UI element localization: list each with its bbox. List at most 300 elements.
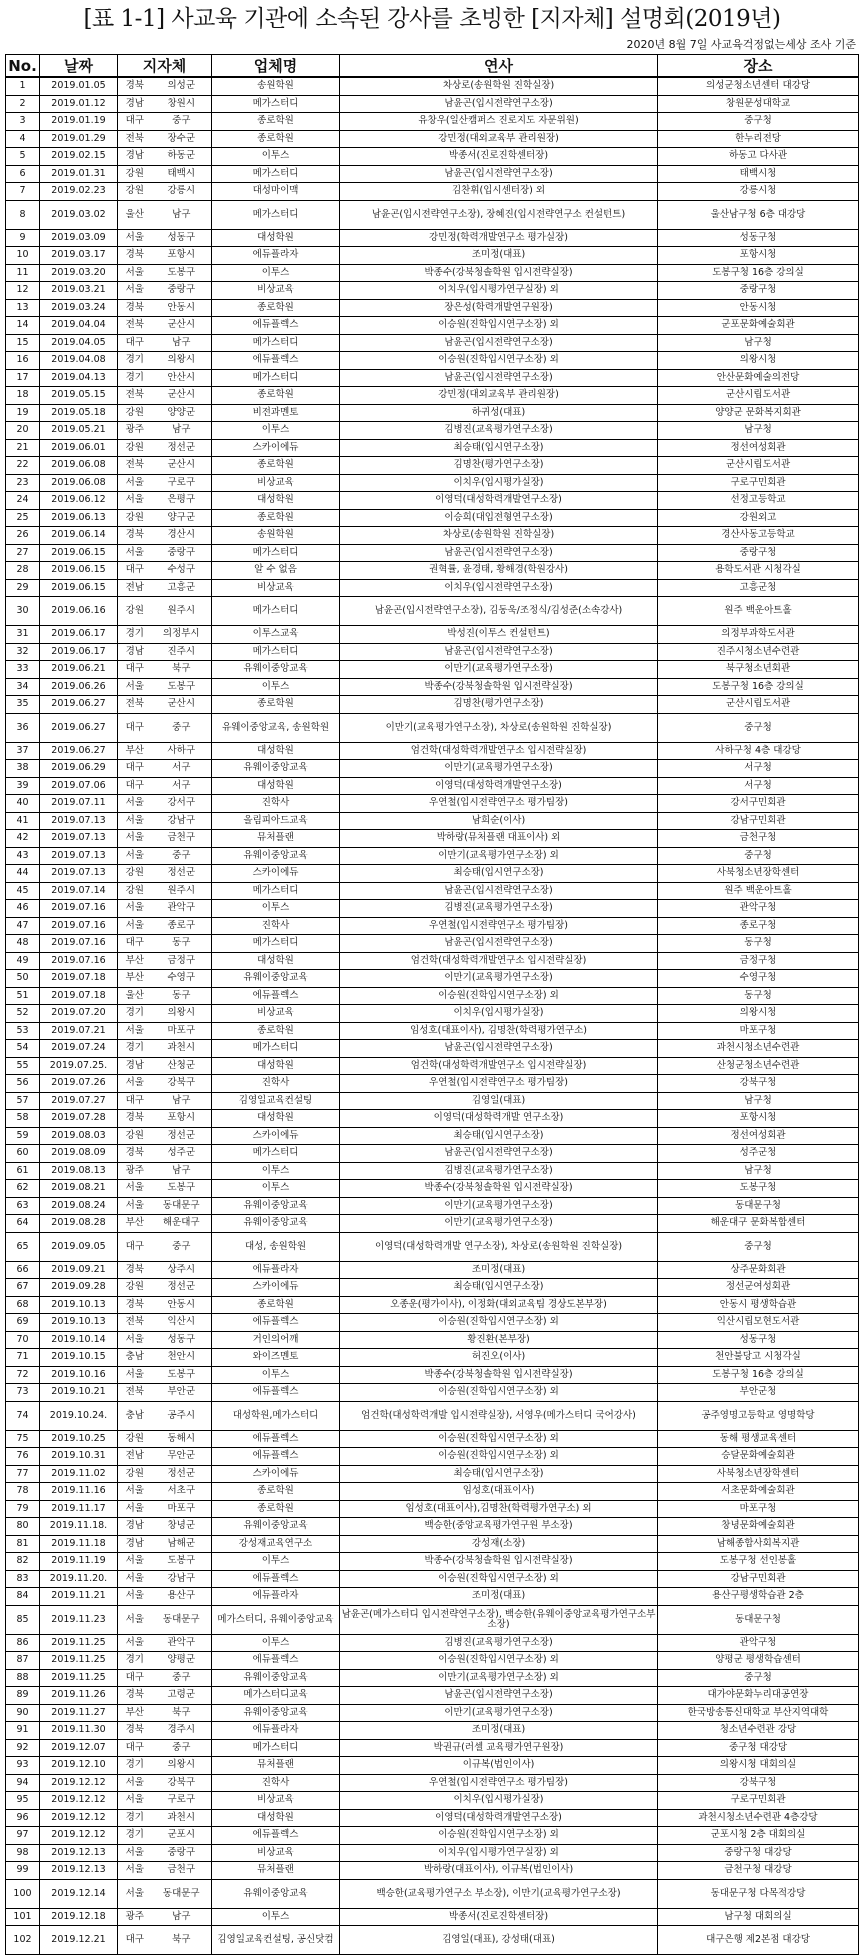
cell-speaker: 허진오(이사) — [340, 1349, 658, 1367]
cell-date: 2019.06.17 — [40, 643, 118, 661]
table-row — [6, 264, 859, 282]
cell-region: 부산 — [118, 1704, 152, 1722]
cell-speaker: 남윤곤(입시전략연구소장) — [340, 95, 658, 113]
table-row — [6, 830, 859, 848]
cell-no: 39 — [6, 777, 40, 795]
cell-place: 한국방송통신대학교 부산지역대학 — [658, 1704, 859, 1722]
table-row — [6, 777, 859, 795]
cell-region: 경남 — [118, 95, 152, 113]
cell-no: 6 — [6, 165, 40, 183]
table-row — [6, 1331, 859, 1349]
cell-place: 안산문화예술의전당 — [658, 369, 859, 387]
cell-place: 동대문구청 — [658, 1197, 859, 1215]
cell-company: 진학사 — [212, 1774, 340, 1792]
cell-region: 서울 — [118, 917, 152, 935]
cell-no: 78 — [6, 1483, 40, 1501]
cell-city: 도봉구 — [152, 264, 212, 282]
cell-region: 부산 — [118, 952, 152, 970]
cell-speaker: 남윤곤(입시전략연구소장) — [340, 643, 658, 661]
cell-speaker: 김병진(교육평가연구소장) — [340, 900, 658, 918]
cell-company: 종로학원 — [212, 1022, 340, 1040]
cell-no: 29 — [6, 579, 40, 597]
cell-place: 성주군청 — [658, 1145, 859, 1163]
cell-date: 2019.10.15 — [40, 1349, 118, 1367]
cell-company: 메가스터디 — [212, 334, 340, 352]
cell-company: 에듀플렉스 — [212, 1827, 340, 1845]
cell-place: 중랑구청 대강당 — [658, 1844, 859, 1862]
cell-date: 2019.01.12 — [40, 95, 118, 113]
cell-no: 49 — [6, 952, 40, 970]
cell-city: 마포구 — [152, 1022, 212, 1040]
cell-place: 경산사동고등학교 — [658, 527, 859, 545]
cell-no: 48 — [6, 935, 40, 953]
cell-no: 70 — [6, 1331, 40, 1349]
cell-no: 94 — [6, 1774, 40, 1792]
cell-no: 12 — [6, 282, 40, 300]
cell-no: 55 — [6, 1057, 40, 1075]
table-title: [표 1-1] 사교육 기관에 소속된 강사를 초빙한 [지자체] 설명회(2019년) — [83, 6, 781, 32]
cell-region: 서울 — [118, 264, 152, 282]
cell-speaker: 차상로(송원학원 진학실장) — [340, 527, 658, 545]
cell-place: 도봉구청 — [658, 1180, 859, 1198]
cell-region: 강원 — [118, 1465, 152, 1483]
cell-speaker: 이치우(입시평가실장) — [340, 474, 658, 492]
cell-place: 금천구청 대강당 — [658, 1862, 859, 1880]
cell-no: 98 — [6, 1844, 40, 1862]
cell-company: 대성마이맥 — [212, 183, 340, 201]
cell-city: 상주시 — [152, 1261, 212, 1279]
cell-region: 경기 — [118, 1757, 152, 1775]
cell-date: 2019.12.10 — [40, 1757, 118, 1775]
cell-speaker: 오종운(평가이사), 이정화(대외교육팀 경상도본부장) — [340, 1296, 658, 1314]
cell-region: 대구 — [118, 777, 152, 795]
table-row — [6, 1040, 859, 1058]
table-row — [6, 1279, 859, 1297]
cell-no: 26 — [6, 527, 40, 545]
table-row — [6, 1261, 859, 1279]
cell-speaker: 황진환(본부장) — [340, 1331, 658, 1349]
header-speaker: 연사 — [340, 55, 658, 78]
header-place: 장소 — [658, 55, 859, 78]
cell-city: 금천구 — [152, 1862, 212, 1880]
cell-company: 종로학원 — [212, 457, 340, 475]
cell-place: 안동시청 — [658, 299, 859, 317]
cell-company: 메가스터디 — [212, 544, 340, 562]
cell-speaker: 이만기(교육평가연구소장) — [340, 970, 658, 988]
cell-company: 스카이에듀 — [212, 1127, 340, 1145]
cell-region: 경남 — [118, 1057, 152, 1075]
cell-speaker: 박하랑(대표이사), 이규복(법인이사) — [340, 1862, 658, 1880]
cell-date: 2019.09.28 — [40, 1279, 118, 1297]
cell-date: 2019.05.15 — [40, 387, 118, 405]
cell-speaker: 김찬휘(입시센터장) 외 — [340, 183, 658, 201]
cell-region: 서울 — [118, 812, 152, 830]
cell-date: 2019.07.16 — [40, 917, 118, 935]
cell-city: 도봉구 — [152, 1366, 212, 1384]
cell-region: 서울 — [118, 282, 152, 300]
cell-place: 용학도서관 시청각실 — [658, 562, 859, 580]
cell-no: 54 — [6, 1040, 40, 1058]
cell-city: 정선군 — [152, 1465, 212, 1483]
cell-speaker: 이치우(입시전략연구소장) — [340, 579, 658, 597]
cell-no: 66 — [6, 1261, 40, 1279]
header-company: 업체명 — [212, 55, 340, 78]
cell-date: 2019.10.21 — [40, 1384, 118, 1402]
cell-region: 서울 — [118, 1180, 152, 1198]
cell-region: 전북 — [118, 1314, 152, 1332]
cell-region: 강원 — [118, 1127, 152, 1145]
cell-place: 용산구평생학습관 2층 — [658, 1588, 859, 1606]
cell-speaker: 박종수(강북청솔학원 입시전략실장) — [340, 1180, 658, 1198]
cell-company: 유웨이중앙교육 — [212, 1669, 340, 1687]
cell-city: 중구 — [152, 847, 212, 865]
cell-place: 동구청 — [658, 987, 859, 1005]
cell-place: 구로구민회관 — [658, 474, 859, 492]
cell-place: 의왕시청 — [658, 1005, 859, 1023]
cell-date: 2019.11.23 — [40, 1605, 118, 1634]
cell-company: 종로학원 — [212, 113, 340, 131]
cell-speaker: 이승원(진학입시연구소장) 외 — [340, 1314, 658, 1332]
cell-speaker: 남윤곤(입시전략연구소장) — [340, 1687, 658, 1705]
cell-company: 에듀플렉스 — [212, 317, 340, 335]
cell-city: 포항시 — [152, 247, 212, 265]
cell-no: 35 — [6, 696, 40, 714]
header-gov: 지자체 — [118, 55, 212, 78]
cell-company: 메가스터디 — [212, 1145, 340, 1163]
cell-company: 뮤처플랜 — [212, 1862, 340, 1880]
cell-date: 2019.07.06 — [40, 777, 118, 795]
cell-date: 2019.07.16 — [40, 935, 118, 953]
cell-company: 뮤처플랜 — [212, 1757, 340, 1775]
cell-speaker: 남윤곤(입시전략연구소장) — [340, 935, 658, 953]
table-row — [6, 247, 859, 265]
cell-region: 대구 — [118, 1739, 152, 1757]
cell-company: 에듀플렉스 — [212, 1570, 340, 1588]
cell-region: 강원 — [118, 165, 152, 183]
cell-city: 서초구 — [152, 1483, 212, 1501]
cell-place: 포항시청 — [658, 247, 859, 265]
cell-city: 동대문구 — [152, 1197, 212, 1215]
cell-speaker: 박권규(러셀 교육평가연구원장) — [340, 1739, 658, 1757]
cell-speaker: 우연철(입시전략연구소 평가팀장) — [340, 1774, 658, 1792]
cell-no: 68 — [6, 1296, 40, 1314]
cell-region: 경북 — [118, 1261, 152, 1279]
cell-no: 1 — [6, 77, 40, 95]
cell-place: 한누리전당 — [658, 130, 859, 148]
cell-region: 서울 — [118, 1366, 152, 1384]
cell-date: 2019.07.24 — [40, 1040, 118, 1058]
cell-region: 서울 — [118, 1500, 152, 1518]
cell-place: 군산시립도서관 — [658, 457, 859, 475]
table-row — [6, 439, 859, 457]
cell-place: 해운대구 문화복합센터 — [658, 1215, 859, 1233]
cell-speaker: 박종서(진로진학센터장) — [340, 148, 658, 166]
cell-speaker: 남윤곤(입시전략연구소장), 김동욱/조정식/김성준(소속강사) — [340, 597, 658, 626]
cell-city: 양양군 — [152, 404, 212, 422]
cell-company: 대성학원 — [212, 952, 340, 970]
cell-place: 정선여성회관 — [658, 439, 859, 457]
table-row — [6, 1180, 859, 1198]
cell-date: 2019.07.13 — [40, 865, 118, 883]
cell-no: 83 — [6, 1570, 40, 1588]
cell-city: 도봉구 — [152, 678, 212, 696]
cell-region: 광주 — [118, 422, 152, 440]
cell-company: 메가스터디 — [212, 882, 340, 900]
cell-city: 중구 — [152, 1232, 212, 1261]
cell-place: 승달문화예술회관 — [658, 1448, 859, 1466]
cell-no: 18 — [6, 387, 40, 405]
cell-no: 93 — [6, 1757, 40, 1775]
cell-speaker: 우연철(입시전략연구소 평가팀장) — [340, 917, 658, 935]
cell-place: 중구청 — [658, 1669, 859, 1687]
table-row — [6, 597, 859, 626]
cell-city: 군산시 — [152, 457, 212, 475]
table-row — [6, 422, 859, 440]
cell-region: 서울 — [118, 1774, 152, 1792]
table-row — [6, 1430, 859, 1448]
cell-region: 부산 — [118, 970, 152, 988]
cell-region: 전북 — [118, 317, 152, 335]
cell-place: 관악구청 — [658, 900, 859, 918]
cell-city: 과천시 — [152, 1809, 212, 1827]
cell-region: 강원 — [118, 509, 152, 527]
table-row — [6, 1757, 859, 1775]
cell-speaker: 이규복(법인이사) — [340, 1757, 658, 1775]
table-row — [6, 1669, 859, 1687]
cell-city: 구로구 — [152, 474, 212, 492]
cell-company: 올림피아드교육 — [212, 812, 340, 830]
cell-company: 종로학원 — [212, 130, 340, 148]
cell-place: 과천시청소년수련관 — [658, 1040, 859, 1058]
cell-company: 대성학원 — [212, 777, 340, 795]
cell-speaker: 남윤곤(입시전략연구소장) — [340, 1040, 658, 1058]
cell-region: 강원 — [118, 865, 152, 883]
cell-date: 2019.06.01 — [40, 439, 118, 457]
table-row — [6, 812, 859, 830]
cell-place: 군포문화예술회관 — [658, 317, 859, 335]
cell-speaker: 김병진(교육평가연구소장) — [340, 1634, 658, 1652]
cell-speaker: 김영일(대표) — [340, 1092, 658, 1110]
cell-date: 2019.10.31 — [40, 1448, 118, 1466]
cell-region: 대구 — [118, 113, 152, 131]
table-row — [6, 1162, 859, 1180]
cell-city: 강남구 — [152, 812, 212, 830]
cell-company: 유웨이중앙교육, 송원학원 — [212, 713, 340, 742]
cell-place: 마포구청 — [658, 1500, 859, 1518]
cell-speaker: 이영덕(대성학력개발연구소장) — [340, 1809, 658, 1827]
cell-region: 경기 — [118, 1005, 152, 1023]
cell-no: 63 — [6, 1197, 40, 1215]
cell-region: 부산 — [118, 1215, 152, 1233]
cell-no: 57 — [6, 1092, 40, 1110]
table-row — [6, 1605, 859, 1634]
cell-speaker: 이승원(진학입시연구소장) 외 — [340, 317, 658, 335]
cell-speaker: 백승한(교육평가연구소 부소장), 이만기(교육평가연구소장) — [340, 1879, 658, 1908]
cell-date: 2019.10.16 — [40, 1366, 118, 1384]
cell-place: 동구청 — [658, 935, 859, 953]
cell-region: 경북 — [118, 1687, 152, 1705]
cell-company: 대성학원 — [212, 229, 340, 247]
cell-region: 서울 — [118, 1022, 152, 1040]
cell-no: 62 — [6, 1180, 40, 1198]
cell-company: 이투스 — [212, 264, 340, 282]
cell-date: 2019.10.13 — [40, 1314, 118, 1332]
cell-city: 동해시 — [152, 1430, 212, 1448]
cell-date: 2019.08.24 — [40, 1197, 118, 1215]
table-row — [6, 643, 859, 661]
cell-city: 중구 — [152, 1739, 212, 1757]
cell-place: 하동고 다사관 — [658, 148, 859, 166]
cell-city: 강북구 — [152, 1774, 212, 1792]
cell-speaker: 이치우(입시평가실장) — [340, 1005, 658, 1023]
table-row — [6, 760, 859, 778]
cell-city: 군산시 — [152, 387, 212, 405]
cell-city: 금천구 — [152, 830, 212, 848]
table-row — [6, 952, 859, 970]
table-row — [6, 1535, 859, 1553]
cell-no: 16 — [6, 352, 40, 370]
table-row — [6, 1652, 859, 1670]
table-row — [6, 334, 859, 352]
cell-speaker: 임성호(대표이사), 김명찬(학력평가연구소) — [340, 1022, 658, 1040]
cell-city: 관악구 — [152, 900, 212, 918]
cell-no: 95 — [6, 1792, 40, 1810]
cell-company: 비상교육 — [212, 282, 340, 300]
cell-company: 강성재교육연구소 — [212, 1535, 340, 1553]
cell-speaker: 김명찬(평가연구소장) — [340, 696, 658, 714]
cell-date: 2019.07.20 — [40, 1005, 118, 1023]
cell-place: 정선군여성회관 — [658, 1279, 859, 1297]
cell-company: 에듀플라자 — [212, 247, 340, 265]
cell-date: 2019.07.13 — [40, 812, 118, 830]
cell-region: 대구 — [118, 1669, 152, 1687]
cell-region: 서울 — [118, 830, 152, 848]
table-row — [6, 1005, 859, 1023]
cell-company: 메가스터디 — [212, 1739, 340, 1757]
cell-no: 77 — [6, 1465, 40, 1483]
cell-company: 유웨이중앙교육 — [212, 970, 340, 988]
cell-date: 2019.06.12 — [40, 492, 118, 510]
table-row — [6, 1518, 859, 1536]
cell-city: 동대문구 — [152, 1605, 212, 1634]
cell-region: 서울 — [118, 1483, 152, 1501]
cell-region: 경북 — [118, 1145, 152, 1163]
cell-date: 2019.09.05 — [40, 1232, 118, 1261]
cell-region: 경기 — [118, 352, 152, 370]
cell-no: 50 — [6, 970, 40, 988]
cell-speaker: 권혁률, 윤경태, 황해경(학원강사) — [340, 562, 658, 580]
cell-company: 에듀플렉스 — [212, 1314, 340, 1332]
cell-city: 해운대구 — [152, 1215, 212, 1233]
cell-city: 강릉시 — [152, 183, 212, 201]
cell-place: 공주영명고등학교 영명학당 — [658, 1401, 859, 1430]
cell-company: 에듀플렉스 — [212, 1384, 340, 1402]
cell-date: 2019.12.12 — [40, 1774, 118, 1792]
cell-place: 남구청 — [658, 422, 859, 440]
cell-speaker: 이치우(입시평가실장) — [340, 1792, 658, 1810]
cell-region: 서울 — [118, 1862, 152, 1880]
cell-region: 전북 — [118, 457, 152, 475]
cell-company: 이투스 — [212, 900, 340, 918]
table-row — [6, 95, 859, 113]
cell-date: 2019.08.09 — [40, 1145, 118, 1163]
cell-place: 도봉구청 선인봉홀 — [658, 1553, 859, 1571]
cell-date: 2019.06.27 — [40, 696, 118, 714]
cell-company: 에듀플렉스 — [212, 352, 340, 370]
cell-region: 서울 — [118, 1634, 152, 1652]
cell-no: 91 — [6, 1722, 40, 1740]
table-row — [6, 387, 859, 405]
cell-company: 메가스터디 — [212, 935, 340, 953]
cell-date: 2019.10.13 — [40, 1296, 118, 1314]
cell-city: 강북구 — [152, 1075, 212, 1093]
cell-no: 17 — [6, 369, 40, 387]
cell-speaker: 강민정(학력개발연구소 평가실장) — [340, 229, 658, 247]
cell-speaker: 김병진(교육평가연구소장) — [340, 1162, 658, 1180]
cell-company: 와이즈멘토 — [212, 1349, 340, 1367]
cell-speaker: 이승원(진학입시연구소장) 외 — [340, 1652, 658, 1670]
table-row — [6, 1570, 859, 1588]
cell-date: 2019.10.14 — [40, 1331, 118, 1349]
cell-city: 중구 — [152, 713, 212, 742]
cell-speaker: 남윤곤(입시전략연구소장) — [340, 334, 658, 352]
cell-region: 전남 — [118, 1448, 152, 1466]
table-row — [6, 678, 859, 696]
cell-no: 47 — [6, 917, 40, 935]
cell-no: 92 — [6, 1739, 40, 1757]
cell-speaker: 이승원(진학입시연구소장) 외 — [340, 352, 658, 370]
table-row — [6, 847, 859, 865]
cell-speaker: 김병진(교육평가연구소장) — [340, 422, 658, 440]
cell-region: 광주 — [118, 1162, 152, 1180]
cell-no: 84 — [6, 1588, 40, 1606]
cell-company: 비상교육 — [212, 1792, 340, 1810]
cell-region: 충남 — [118, 1401, 152, 1430]
cell-place: 천안불당고 시청각실 — [658, 1349, 859, 1367]
cell-no: 81 — [6, 1535, 40, 1553]
cell-city: 서구 — [152, 760, 212, 778]
cell-place: 관악구청 — [658, 1634, 859, 1652]
cell-no: 82 — [6, 1553, 40, 1571]
cell-no: 41 — [6, 812, 40, 830]
cell-place: 선정고등학교 — [658, 492, 859, 510]
cell-place: 양평군 평생학습센터 — [658, 1652, 859, 1670]
cell-date: 2019.12.18 — [40, 1908, 118, 1926]
table-row — [6, 1296, 859, 1314]
table-row — [6, 1704, 859, 1722]
cell-date: 2019.01.05 — [40, 77, 118, 95]
cell-company: 종로학원 — [212, 1500, 340, 1518]
cell-no: 36 — [6, 713, 40, 742]
cell-region: 경기 — [118, 1652, 152, 1670]
cell-city: 남구 — [152, 334, 212, 352]
cell-speaker: 이승원(진학입시연구소장) 외 — [340, 987, 658, 1005]
cell-place: 의정부과학도서관 — [658, 626, 859, 644]
cell-no: 3 — [6, 113, 40, 131]
cell-city: 안산시 — [152, 369, 212, 387]
cell-region: 서울 — [118, 900, 152, 918]
cell-date: 2019.07.18 — [40, 987, 118, 1005]
cell-region: 경북 — [118, 247, 152, 265]
cell-region: 서울 — [118, 1553, 152, 1571]
cell-company: 이투스 — [212, 1908, 340, 1926]
cell-date: 2019.05.18 — [40, 404, 118, 422]
cell-date: 2019.10.25 — [40, 1430, 118, 1448]
cell-company: 에듀플라자 — [212, 1588, 340, 1606]
cell-no: 64 — [6, 1215, 40, 1233]
table-row — [6, 562, 859, 580]
cell-company: 대성학원,메가스터디 — [212, 1401, 340, 1430]
